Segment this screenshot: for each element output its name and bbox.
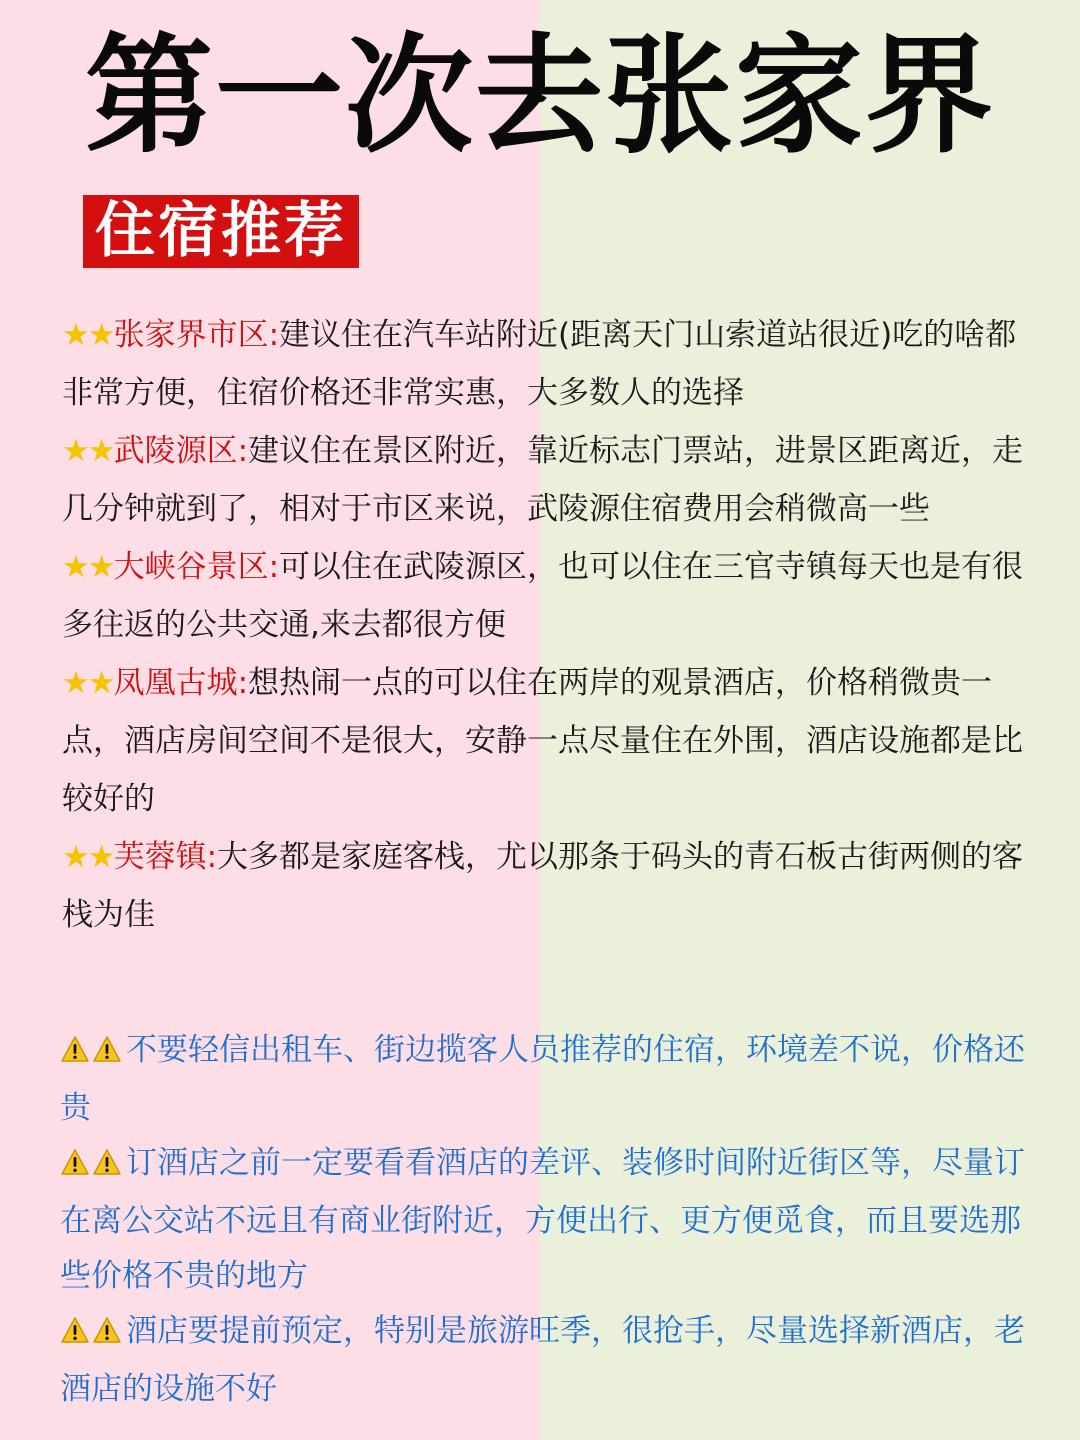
place-description: 建议住在景区附近，靠近标志门票站，进景区距离近，走几分钟就到了，相对于市区来说，武陵源住宿费用会稍微高一些	[62, 433, 1024, 527]
warning-text: 酒店要提前预定，特别是旅游旺季，很抢手，尽量选择新酒店，老酒店的设施不好	[60, 1313, 1025, 1407]
star-icon: ★★	[62, 433, 114, 469]
warning-item	[60, 1304, 1035, 1417]
star-icon: ★★	[62, 839, 114, 875]
warning-text: 订酒店之前一定要看看酒店的差评、装修时间附近街区等，尽量订在离公交站不远且有商业街附近，方便出行、更方便觅食，而且要选那些价格不贵的地方	[60, 1145, 1025, 1294]
place-name: 凤凰古城:	[113, 665, 249, 701]
star-icon: ★★	[62, 549, 114, 585]
list-item	[62, 828, 1037, 944]
place-description: 大多都是家庭客栈，尤以那条于码头的青石板古街两侧的客栈为佳	[62, 839, 1024, 933]
warning-icon	[60, 1307, 124, 1362]
warning-icon	[60, 1026, 124, 1081]
place-description: 想热闹一点的可以住在两岸的观景酒店，价格稍微贵一点，酒店房间空间不是很大，安静一点尽量住在外围，酒店设施都是比较好的	[62, 665, 1023, 817]
list-item	[62, 422, 1037, 538]
warning-icon	[60, 1139, 124, 1194]
place-description: 建议住在汽车站附近(距离天门山索道站很近)吃的啥都非常方便，住宿价格还非常实惠，大多数人的选择	[62, 317, 1017, 411]
place-description: 可以住在武陵源区，也可以住在三官寺镇每天也是有很多往返的公共交通,来去都很方便	[62, 549, 1024, 643]
warning-text: 不要轻信出租车、街边揽客人员推荐的住宿，环境差不说，价格还贵	[60, 1032, 1025, 1126]
star-icon: ★★	[62, 665, 114, 701]
place-name: 张家界市区:	[113, 317, 280, 353]
warning-item	[60, 1136, 1035, 1304]
list-item	[62, 654, 1037, 828]
list-item	[62, 538, 1037, 654]
list-item	[62, 306, 1037, 422]
warning-list	[60, 1023, 1035, 1417]
warning-item	[60, 1023, 1035, 1136]
star-icon: ★★	[62, 317, 114, 353]
place-name: 武陵源区:	[113, 433, 249, 469]
section-badge: 住宿推荐	[83, 195, 359, 268]
recommendation-list	[62, 306, 1037, 944]
place-name: 大峡谷景区:	[113, 549, 280, 585]
place-name: 芙蓉镇:	[113, 839, 218, 875]
page-title: 第一次去张家界	[84, 22, 995, 171]
